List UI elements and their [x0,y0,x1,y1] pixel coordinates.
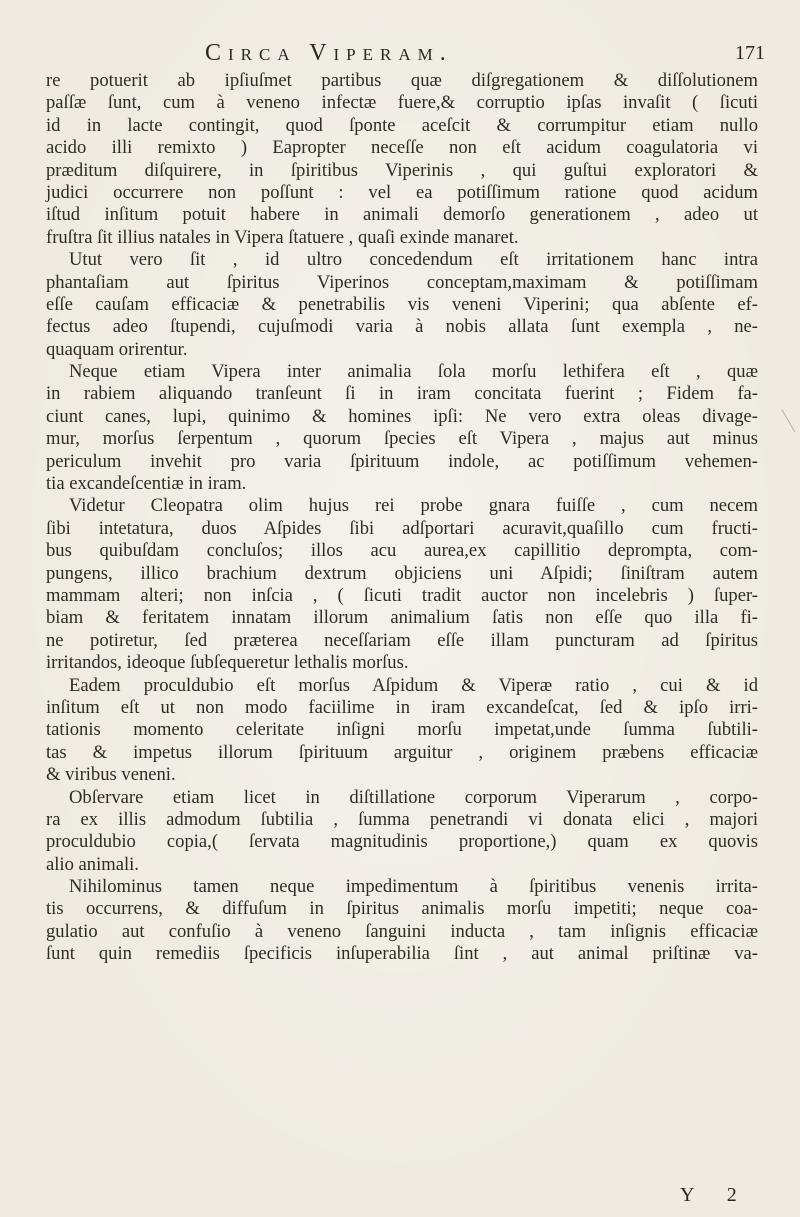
text-line: gulatio aut confuſio à veneno ſanguini inducta , tam inſignis efficaciæ [46,920,758,942]
page-header [205,40,765,70]
text-line: acido illi remixto ) Eapropter neceſſe non eſt acidum coagulatoria vi [46,137,758,159]
margin-mark [782,409,796,432]
text-line: Eadem proculdubio eſt morſus Aſpidum & Viperæ ratio , cui & id [69,674,758,696]
text-line: tia excandeſcentiæ in iram. [46,473,247,495]
running-title: Circa Viperam. [205,40,453,66]
text-line: alio animali. [46,853,139,875]
text-line: fruſtra ſit illius natales in Vipera ſtatuere , quaſi exinde manaret. [46,226,519,248]
text-line: tas & impetus illorum ſpirituum arguitur , originem præbens efficaciæ [46,741,758,763]
text-line: periculum invehit pro varia ſpirituum indole, ac potiſſimum vehemen- [46,450,758,472]
text-line: biam & feritatem innatam illorum animalium ſatis non eſſe quo illa fi- [46,607,758,629]
text-line: quaquam orirentur. [46,338,188,360]
text-line: bus quibuſdam concluſos; illos acu aurea,ex capillitio deprompta, com- [46,540,758,562]
text-line: Neque etiam Vipera inter animalia ſola morſu lethifera eſt , quæ [69,361,758,383]
text-line: ſibi intetatura, duos Aſpides ſibi adſportari acuravit,quaſillo cum fructi- [46,517,758,539]
text-line: Videtur Cleopatra olim hujus rei probe gnara fuiſſe , cum necem [69,495,758,517]
text-line: præditum diſquirere, in ſpiritibus Viperinis , qui guſtui exploratori & [46,159,758,181]
body-text [46,70,758,966]
text-line: ciunt canes, lupi, quinimo & homines ipſi: Ne vero extra oleas divage- [46,405,758,427]
text-line: fectus adeo ſtupendi, cujuſmodi varia à nobis allata ſunt exempla , ne- [46,316,758,338]
text-line: Obſervare etiam licet in diſtillatione corporum Viperarum , corpo- [69,786,758,808]
text-line: re potuerit ab ipſiuſmet partibus quæ diſgregationem & diſſolutionem [46,70,758,91]
text-line: eſſe cauſam efficaciæ & penetrabilis vis veneni Viperini; qua abſente ef- [46,293,758,315]
text-line: Utut vero ſit , id ultro concedendum eſt irritationem hanc intra [69,249,758,271]
text-line: judici occurrere non poſſunt : vel ea potiſſimum ratione quod acidum [46,181,758,203]
text-line: iſtud inſitum potuit habere in animali demorſo generationem , adeo ut [46,204,758,226]
text-line: phantaſiam aut ſpiritus Viperinos conceptam,maximam & potiſſimam [46,271,758,293]
text-line: irritandos, ideoque ſubſequeretur lethalis morſus. [46,652,409,674]
text-line: tationis momento celeritate inſigni morſu impetat,unde ſumma ſubtili- [46,719,758,741]
text-line: paſſæ ſunt, cum à veneno infectæ fuere,& corruptio ipſas invaſit ( ſicuti [46,92,758,114]
text-line: in rabiem aliquando tranſeunt ſi in iram concitata fuerint ; Fidem fa- [46,383,758,405]
text-line: ne potiretur, ſed præterea neceſſariam eſſe illam puncturam ad ſpiritus [46,629,758,651]
text-line: proculdubio copia,( ſervata magnitudinis proportione,) quam ex quovis [46,831,758,853]
page-number: 171 [735,42,765,64]
text-line: & viribus veneni. [46,764,176,786]
text-line: ra ex illis admodum ſubtilia , ſumma penetrandi vi donata elici , majori [46,808,758,830]
text-line: Nihilominus tamen neque impedimentum à ſpiritibus venenis irrita- [69,876,758,898]
text-line: tis occurrens, & diffuſum in ſpiritus animalis morſu impetiti; neque coa- [46,898,758,920]
text-line: pungens, illico brachium dextrum objiciens uni Aſpidi; ſiniſtram autem [46,562,758,584]
text-line: id in lacte contingit, quod ſponte aceſcit & corrumpitur etiam nullo [46,114,758,136]
text-line: ſunt quin remediis ſpecificis inſuperabilia ſint , aut animal priſtinæ va- [46,943,758,965]
text-line: inſitum eſt ut non modo faciilime in iram excandeſcat, ſed & ipſo irri- [46,696,758,718]
catchword-signature: Y 2 [680,1184,751,1206]
text-line: mammam alteri; non inſcia , ( ſicuti tradit auctor non incelebris ) ſuper- [46,584,758,606]
text-line: mur, morſus ſerpentum , quorum ſpecies eſt Vipera , majus aut minus [46,428,758,450]
